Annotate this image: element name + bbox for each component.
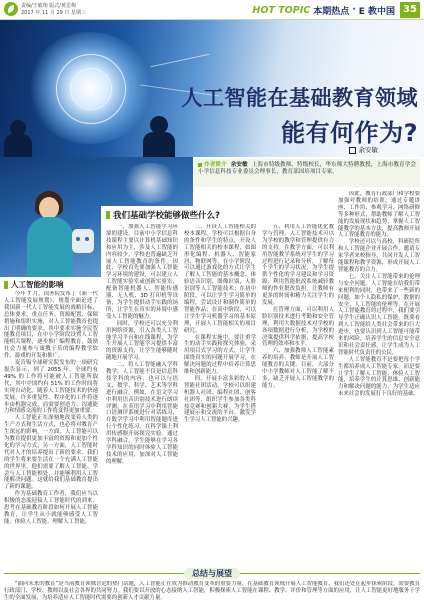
article-column-3 <box>184 224 256 566</box>
light-streak <box>151 54 210 67</box>
article-columns-middle <box>106 224 334 566</box>
byline-square-icon <box>349 147 356 154</box>
author-bio-name: 余安敏 <box>230 162 248 168</box>
robot-eye <box>85 237 89 241</box>
robot-icon <box>72 229 94 253</box>
logo-icon <box>4 2 18 16</box>
heading-marker-icon <box>106 211 110 219</box>
section-heading-impact <box>4 279 98 290</box>
issue-date: 2017 年 11 月 29 日 星期三 <box>21 10 86 16</box>
paragraph: 一、加强人工智能学习环境的建设。目前中小学信息科技课程主要以计算机基础知识和应用为主，涉及人工智能的内容较少，学校也普遍缺乏开展人工智能教育的条件。因此，学校首先要加强人工智能学习环境的建设，可以建立人工智能实验室或创新实验室，配备智能机器人、智能传感器、无人机、3D 打印机等设备，为学生提供动手实践的场所，让学生在真实的环境中感受人工智能的魅力。 <box>106 224 178 320</box>
paragraph: 在课程实施中，要注重学生的动手实践和探究体验，采用项目式学习的方式，让学生围绕真实的问题开展学习，在解决问题的过程中培养计算思维和创新能力。 <box>184 334 256 376</box>
summary-section <box>4 568 420 610</box>
byline <box>349 146 379 154</box>
child-silhouette-body <box>4 134 32 157</box>
column-name: E 教中国 <box>358 6 395 17</box>
paragraph: 作为基础教育工作者，我们应当以积极的态度迎接人工智能时代的到来，思考在基础教育阶段如何开展人工智能教育，让学生从小就能够感受人工智能、体验人工智能、理解人工智能。 <box>4 491 98 525</box>
girl-body <box>27 217 73 277</box>
robot-eye <box>76 237 80 241</box>
paragraph: 六、加强教师人工智能素养的培养。教师是开展人工智能教育的关键。目前，大部分中小学教师对人工智能了解不多，缺乏开展人工智能教学的能力。 <box>262 348 334 389</box>
section-separator: · <box>352 5 356 15</box>
paragraph: 二、将人工智能融入学科教学。人工智能不仅是信息科技学科的内容，也可以与语文、数学、科学、艺术等学科进行融合。例如，在语文学习中利用语音识别技术进行朗读评测，在英语学习中利用智能口语测评系统进行对话练习，在数学学习中利用智能题库进行个性化练习，在科学课上利用传感器开展探究实验。通过学科融合，学生能够在学习各学科知识的同时体验人工智能技术的应用，加深对人工智能的理解。 <box>106 362 178 465</box>
paragraph: 学校还可以与高校、科研院所和人工智能企业开展合作，邀请专家学者来校指导，共同开发人工智能课程和教学资源，形成开展人工智能教育的合力。 <box>338 239 420 273</box>
glow-graphic <box>120 163 180 203</box>
editor-credit: 责编/王敏翔 版式/黄思梅 <box>21 3 76 9</box>
author-name: 余安敏 <box>358 146 378 154</box>
author-bio <box>198 162 416 177</box>
paragraph: 四、开展丰富多彩的人工智能社团活动。学校可以组建机器人社团、编程社团、创客社团等，组织学生参加各类科技竞赛和创新大赛，为学生搭建展示和交流的平台，激发学生学习人工智能的兴趣。 <box>184 375 256 424</box>
section-heading-text: 我们基础学校能够做些什么? <box>113 210 220 221</box>
girl-face <box>39 197 59 219</box>
section-heading-text: 人工智能的影响 <box>11 280 64 289</box>
article-title-line1: 人工智能在基础教育领域 <box>181 86 418 110</box>
summary-heading: 总结与展望 <box>184 568 240 579</box>
section-banner <box>252 2 420 18</box>
page-number: 35 <box>400 2 420 18</box>
light-ring-graphic <box>70 68 112 110</box>
paragraph: 七、关注人工智能带来的伦理与安全问题。人工智能在给我们带来便利的同时，也带来了一些新的问题，如个人隐私的保护、数据的安全、人工智能的伦理等。在开展人工智能教育的过程中，我们要引导学生正确认识人工智能，既要看到人工智能给人类社会带来的巨大进步，也要认识到人工智能可能带来的风险，培养学生的信息安全意识和社会责任感，让学生成为人工智能时代负责任的公民。 <box>338 273 420 356</box>
summary-text: “面向未来的教育”是当前教育领域讨论的热门话题，人工智能正在成为推动教育变革的重要力量。在基础教育领域开展人工智能教育，我们还处在起步探索阶段，需要教育行政部门、学校、教师以及社会各界的共同努力。我们要以开放的心态接纳人工智能，积极探索人工智能在课程、教学、评价和管理等方面的应用，让人工智能更好地服务于学生的全面发展，为培养适应人工智能时代需要的创新人才贡献力量。 <box>4 581 420 601</box>
hero-image <box>0 20 424 157</box>
paragraph: 三、开设人工智能相关的校本课程。学校可以根据自身的条件和学生的特点，开设人工智能相关的校本课程，如图形化编程、机器人、智能家居、物联网等。在小学阶段，可以通过游戏化的方式让学生了解人工智能的基本概念，体验语音识别、图像识别、人脸识别等人工智能技术；在初中阶段，可以让学生学习简单的编程，尝试设计和制作简单的智能作品；在高中阶段，可以让学生学习机器学习的基本原理，开展人工智能相关的项目研究。 <box>184 224 256 334</box>
paragraph: 同时，学校还可以充分利用网络资源，引入各类人工智能学习平台和在线课程，为学生开展人工智能学习提供丰富的资源支持，让学生能够随时随地开展学习。 <box>106 320 178 362</box>
page-header <box>0 0 424 20</box>
author-bio-label: 作者简介 <box>198 162 227 168</box>
paragraph: 今年 7 月，国务院发布了《新一代人工智能发展规划》，规划全面论述了我国新一代人工智能发展的战略目标、总体要求、重点任务、资源配置、保障措施和组织实施，对人工智能教育也提出了明确的要求。其中要求实施全民智能教育项目，在中小学阶段设置人工智能相关课程，逐步推广编程教育，鼓励社会力量参与寓教于乐的编程教学软件、游戏的开发和推广。 <box>4 291 98 360</box>
section-label-en: HOT TOPIC <box>252 4 311 16</box>
article-column-4 <box>262 224 334 566</box>
paragraph: 人工智能正在深刻地改变着人类的生产方式和生活方式，也必将对教育产生深远的影响。一方面，人工智能可以为教育提供更加丰富的资源和更加个性化的学习方式；另一方面，人工智能时代对人才的培养提出了新的要求。我们的学生将来要生活在一个充满人工智能的世界里，他们需要了解人工智能、学会与人工智能相处，并能够利用人工智能解决问题。这就给我们基础教育提出了新的课题。 <box>4 415 98 491</box>
paragraph: 麦肯锡全球研究院发布的一项研究报告显示，到了 2055 年，全球约有 49% 的工作将可能被人工智能所取代，其中中国约有 51% 的工作时间将实现自动化。随着人工智能技术的快速发展，许多重复性、程序化的工作将逐步由机器完成，而需要创造力、沟通能力和情感交流的工作将变得更加重要。 <box>4 360 98 415</box>
paragraph: 在管理方面，可以利用人脸识别技术进行考勤和安全管理，利用大数据技术对学校的各项数据进行分析，为学校的决策提供科学依据，提高学校管理的效率和水平。 <box>262 306 334 348</box>
leaf-icon <box>8 5 14 13</box>
paragraph: 五、利用人工智能优化教学与管理。人工智能技术可以为学校的教学和管理提供有力的支持。在教学方面，可以利用智能教学系统对学生的学习过程进行记录和分析，了解每个学生的学习状况，为学生提供个性化的学习建议和学习资源；利用智能批改系统减轻教师的作业批改负担，让教师有更多的时间和精力关注学生的发展。 <box>262 224 334 306</box>
author-bio-box <box>194 159 420 187</box>
section-label-cn: 本期热点 <box>313 6 350 17</box>
heading-marker-icon <box>4 281 8 289</box>
article-title-line2: 能有何作为? <box>281 119 418 147</box>
section-heading-what-schools-can-do <box>106 208 334 221</box>
child-silhouette-body <box>143 132 175 157</box>
author-bio-text: 上海市特级教师、特级校长，华东师大特聘教授，上海市教育学会小学信息科技专业委员会理事长，教育部国培项目专家。 <box>198 162 416 176</box>
article-column-2 <box>106 224 178 566</box>
paragraph: 人工智能教育不是要把每个学生都培养成人工智能专家，而是要让学生了解人工智能、体验人工智能，培养学生的计算思维、创新能力和解决问题的能力，为学生适应未来社会的发展打下良好的基础。 <box>338 356 420 398</box>
article-column-1 <box>4 291 98 566</box>
paragraph: 因此，教育行政部门和学校要加强对教师的培训，通过专题讲座、工作坊、参观学习、网络研修等多种形式，帮助教师了解人工智能的发展现状和趋势，掌握人工智能教学的基本方法，提高教师开展人工智能教育的能力。 <box>338 191 420 239</box>
article-column-5 <box>338 191 420 566</box>
